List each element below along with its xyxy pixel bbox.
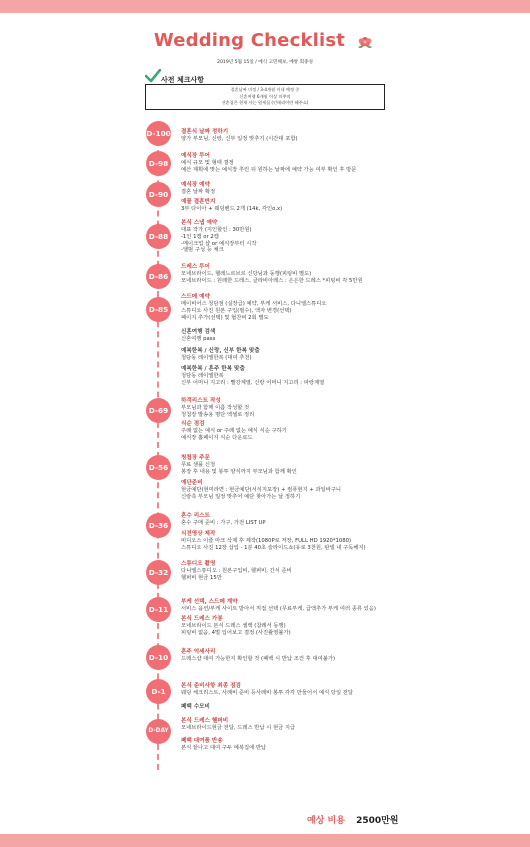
item-line: 스튜디오 사진 12장 삽입 - 1분 40초 슬라이드쇼(유로 3천원, 판넬 내 구독해지): [181, 544, 366, 551]
item-line: -메이크업 샵 or 예식장부터 시작: [181, 240, 257, 247]
item-line: 드레스샵 대여 가능한지 확인할 것 (폐백 시 반납 조건 후 대여불가): [181, 656, 336, 662]
checklist-item: [181, 682, 516, 697]
item-title: 혼주 억세사리: [181, 649, 216, 655]
item-line: 메이비어스 청담점 (실장급) 예약, 부케 서비스, 다니엘스튜디오: [181, 301, 327, 307]
item-title: 본식 드레스 가봉: [181, 616, 223, 622]
item-line: 현금예단(현미라면 : 현금예단(서식지포장) + 컴퓨현지 + 과일바구니: [181, 487, 342, 493]
pre-check-line: 신혼집은 현재 사는 원세집 (인테리어만 해주쇼): [221, 100, 309, 105]
budget-label: 예상 비용: [307, 816, 345, 826]
item-title: 스드메 예약: [181, 294, 210, 300]
item-title: 본식 드레스 헬퍼비: [181, 718, 229, 724]
item-title: 식전영상 제작: [181, 531, 216, 537]
dday-marker: D-32: [146, 560, 171, 585]
checklist-item: [181, 347, 516, 362]
item-line: 청담동 레이엘한복 (대여 추천): [181, 355, 252, 361]
item-title: 결혼식 날짜 정하기: [181, 129, 229, 135]
item-line: 예산 계획에 맞는 예식장 추린 뒤 원하는 날짜에 예약 가능 여부 확인 후 방문: [181, 166, 357, 173]
item-line: 서비스 옵션/부케 사이트 받아서 직접 선택 (무료부케, 급액추가 부케 여러 종류 있음): [181, 606, 376, 612]
item-line: 대표 작가 (지인할인 : 30만원): [181, 227, 252, 233]
item-line: -앨범 구성 등 체크: [181, 247, 224, 254]
item-title: 본식 준비사항 최종 점검: [181, 683, 241, 689]
flower-icon: [354, 33, 376, 51]
item-title: 예복한복 / 신랑, 신부 한복 맞춤: [181, 348, 260, 354]
checklist-item: [181, 454, 516, 476]
item-line: 모네브라이드, 헬레느르브르 신당님과 동행(피팅비 별도): [181, 271, 312, 277]
item-title: 혼수 리스트: [181, 513, 210, 519]
item-line: 부모님과 함께 이름 작성할 것: [181, 405, 250, 411]
item-line: 스튜디오 사진 원본 구입(필수), 액자 변경(선택): [181, 307, 292, 314]
item-line: 결혼 날짜 확정: [181, 189, 216, 195]
checklist-item: [181, 717, 516, 732]
checklist-item: [181, 263, 516, 285]
checklist-item: [181, 181, 516, 196]
item-line: 예식장 홈페이지 식순 다운로드: [181, 434, 253, 441]
item-line: 청담동 레이엘한복: [181, 373, 224, 379]
dday-marker: D-90: [146, 182, 171, 207]
bottom-band: [0, 834, 530, 847]
item-line: 주례 없는 예식 or 주례 없는 예식 식순 구하기: [181, 428, 287, 434]
item-line: 모네브라이드현금 전달, 드레스 반납 시 현금 지급: [181, 725, 296, 731]
item-line: 청첩장 발송용 명단 엑셀로 정리: [181, 411, 255, 418]
item-line: 모네브라이드 : 원래한 드레스, 클라비아레스 : 은은한 드레스 *피팅비 각 5만원: [181, 277, 363, 284]
pre-check-line: 결혼날짜 미정 / 3-4개월 이내 예정 중: [230, 87, 300, 92]
item-line: 신랑측 부모님 일정 맞추어 예단 찾아가는 날 정하기: [181, 493, 301, 500]
item-line: 신혼여행 pass: [181, 336, 216, 342]
item-line: 페이지 추가(선택) 및 협찬비 2회 별도: [181, 314, 269, 321]
item-line: 헬퍼비 현금 15만: [181, 574, 222, 581]
item-line: 본식 끝나고 대여 구두 예복집에 반납: [181, 745, 267, 751]
checklist-item: [181, 152, 516, 174]
checklist-item: [181, 219, 516, 254]
checklist-item: [181, 365, 516, 387]
dday-marker: D-11: [146, 597, 171, 622]
item-title: 신혼여행 검색: [181, 329, 216, 335]
subtitle: 2019년 5월 15일 / 예식 고민해보, 예쌍 회종성: [217, 60, 313, 65]
pre-check-line: 신혼여행 6개월 이상 미쭈의: [239, 93, 291, 99]
checklist-item: [181, 598, 516, 613]
dday-marker: D-10: [146, 645, 171, 670]
checklist-item: [181, 560, 516, 582]
checklist-item: [181, 293, 516, 321]
checklist-item: [181, 512, 516, 527]
item-title: 드레스 투어: [181, 264, 210, 270]
item-title: 부케 선택, 스드메 계약: [181, 599, 238, 605]
item-line: 피팅비 없음, 4벌 입어보고 결정 (사진촬영불가): [181, 629, 291, 636]
checklist-item: [181, 479, 516, 501]
dday-marker: D-56: [146, 455, 171, 480]
item-title: 폐백 대여품 반송: [181, 738, 223, 744]
item-title: 예물 결혼반지: [181, 199, 216, 205]
item-title: 폐백 수모비: [181, 704, 210, 710]
pre-check-box: [145, 84, 385, 110]
item-line: 웨딩 체크리스트, 사례비 준비 등사례비 봉투 각각 만들어서 예식 당일 전달: [181, 690, 354, 696]
item-title: 예식장 투어: [181, 153, 210, 159]
dday-marker: D-69: [146, 398, 171, 423]
pre-check-title: 사전 체크사항: [161, 76, 205, 84]
item-line: 모네브라이드 본식 드레스 셀렉 (참레서 동행): [181, 623, 286, 629]
item-line: 다니엘스튜디오 : 원본구입비, 헬퍼비, 간식 준비: [181, 568, 292, 574]
item-title: 식순 점검: [181, 421, 205, 427]
item-line: -1인 1캠 or 2캠: [181, 233, 219, 240]
item-line: 혼수 구매 준비 : 가구, 가전 LIST UP: [181, 520, 266, 526]
dday-marker: D-88: [146, 224, 171, 249]
dday-marker: D-85: [146, 297, 171, 322]
item-title: 예식장 예약: [181, 182, 210, 188]
dday-marker: D-36: [146, 513, 171, 538]
checklist-item: [181, 648, 516, 663]
dday-marker: D-100: [146, 121, 171, 146]
item-title: 스튜디오 촬영: [181, 561, 216, 567]
item-line: 양가 부모님, 신랑, 신부 일정 맞추기 (시간대 포함): [181, 136, 298, 142]
checklist-item: [181, 615, 516, 637]
checklist-item: [181, 530, 516, 552]
item-line: 신부 어머니 지고리 : 빨강계열, 신랑 어머니 지고리 : 파랑계열: [181, 379, 325, 386]
item-line: 3부 다이아 + 웨딩밴드 2개 (14k, 각인o,x): [181, 206, 283, 212]
item-title: 본식 스냅 예약: [181, 220, 218, 226]
item-line: 봉장 후 내용 및 봉투 양식까지 부모님과 함께 확인: [181, 468, 297, 475]
checklist-item: [181, 737, 516, 752]
item-title: 청첩장 주문: [181, 455, 210, 461]
item-line: 무료 샘플 신청: [181, 462, 216, 468]
check-icon: [145, 69, 161, 83]
checklist-item: [181, 703, 516, 711]
checklist-item: [181, 198, 516, 213]
budget-summary: [307, 813, 399, 826]
checklist-item: [181, 397, 516, 419]
budget-amount: 2500만원: [356, 816, 399, 826]
item-title: 하객리스트 작성: [181, 398, 221, 404]
dday-marker: D-1: [146, 679, 171, 704]
checklist-item: [181, 420, 516, 442]
dday-marker: D-98: [146, 151, 171, 176]
item-title: 예복한복 / 혼주 한복 맞춤: [181, 366, 245, 372]
header: [0, 30, 530, 51]
item-line: 예식 규모 및 형태 결정: [181, 160, 234, 166]
top-band: [0, 0, 530, 13]
item-line: 비디오스 이즐 마크 삭제 후 제작(1080P로 저장, FULL HD 1920*1080): [181, 538, 352, 544]
page-title: Wedding Checklist: [153, 30, 346, 51]
item-title: 예단준비: [181, 480, 203, 486]
dday-marker: D-DAY: [146, 719, 171, 744]
checklist-item: [181, 128, 516, 143]
checklist-item: [181, 328, 516, 343]
dday-marker: D-86: [146, 264, 171, 289]
